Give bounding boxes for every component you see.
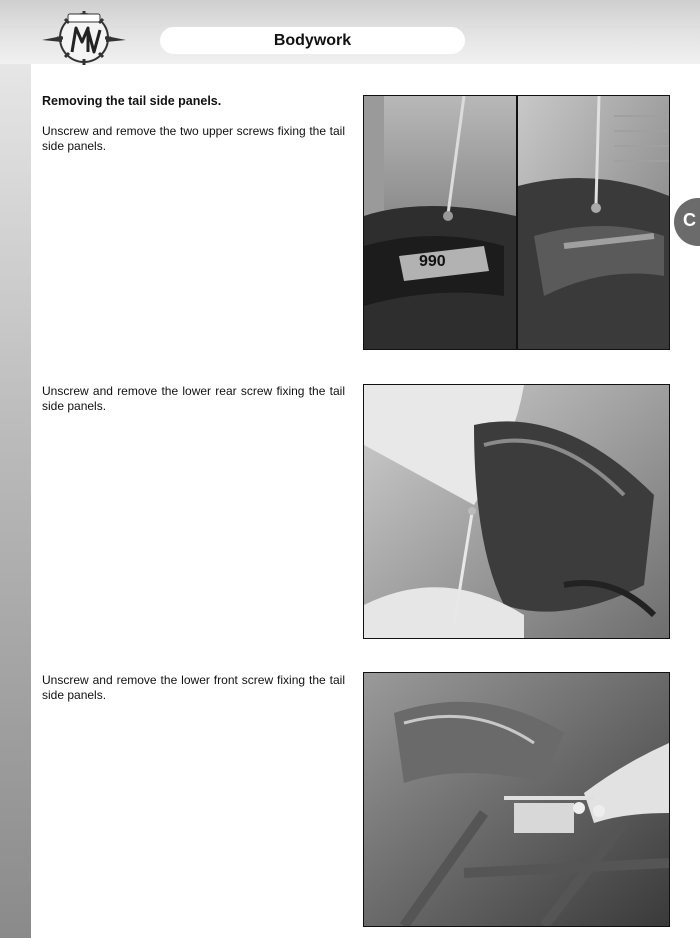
section-heading: Removing the tail side panels. [42,94,222,108]
photo-marking-990: 990 [419,253,446,270]
photo-upper-screws [363,95,670,350]
step-1-text: Unscrew and remove the two upper screws fixing the tail side panels. [42,124,345,153]
photo-lower-front-screw [363,672,670,927]
page-title: Bodywork [160,27,465,54]
mv-agusta-logo [42,8,126,72]
step-3-text: Unscrew and remove the lower front screw fixing the tail side panels. [42,673,345,702]
section-tab-label: C [683,210,696,230]
photo-lower-rear-screw [363,384,670,639]
section-tab [674,198,700,246]
left-margin-strip [0,64,31,938]
step-2-text: Unscrew and remove the lower rear screw fixing the tail side panels. [42,384,345,413]
